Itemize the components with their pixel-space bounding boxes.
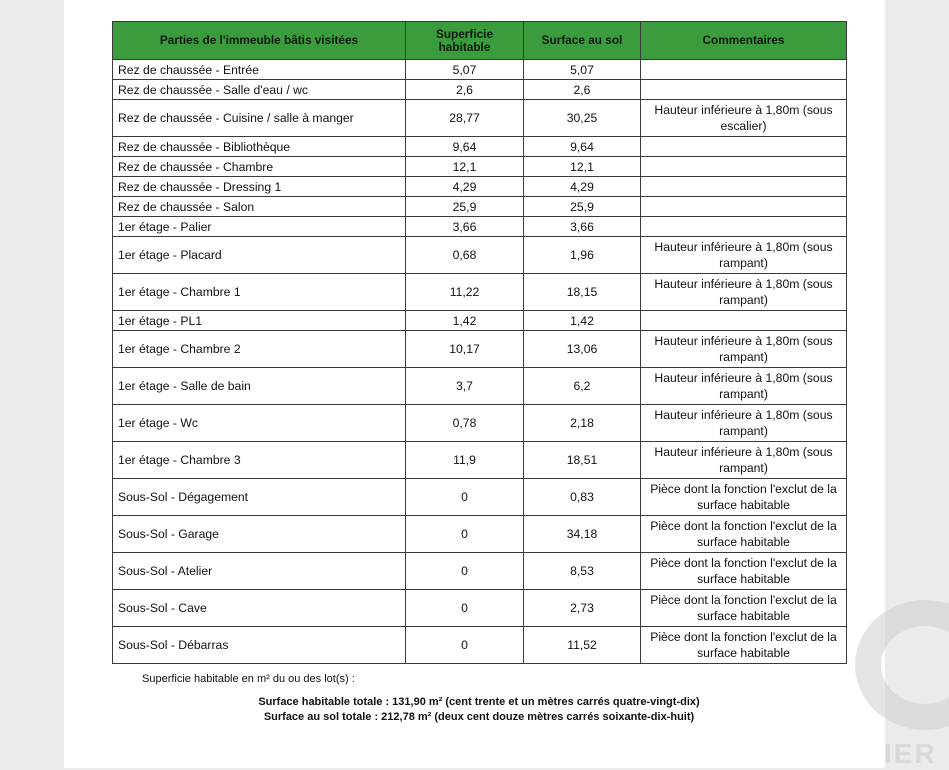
cell-superficie-habitable: 1,42 bbox=[406, 311, 524, 331]
cell-part: Sous-Sol - Atelier bbox=[113, 553, 406, 590]
total-sol: Surface au sol totale : 212,78 m² (deux cent douze mètres carrés soixante-dix-huit) bbox=[263, 711, 695, 723]
cell-part: 1er étage - Salle de bain bbox=[113, 368, 406, 405]
cell-surface-sol: 0,83 bbox=[524, 479, 641, 516]
table-row bbox=[113, 274, 847, 311]
table-row bbox=[113, 553, 847, 590]
cell-superficie-habitable: 2,6 bbox=[406, 80, 524, 100]
table-row bbox=[113, 311, 847, 331]
cell-commentaire: Pièce dont la fonction l'exclut de la surface habitable bbox=[641, 479, 847, 516]
cell-superficie-habitable: 3,7 bbox=[406, 368, 524, 405]
cell-part: 1er étage - Placard bbox=[113, 237, 406, 274]
surface-table bbox=[112, 21, 847, 664]
footer-note: Superficie habitable en m² du ou des lot(s) : bbox=[142, 673, 355, 685]
cell-commentaire: Hauteur inférieure à 1,80m (sous rampant) bbox=[641, 274, 847, 311]
cell-part: Rez de chaussée - Chambre bbox=[113, 157, 406, 177]
cell-commentaire: Pièce dont la fonction l'exclut de la surface habitable bbox=[641, 516, 847, 553]
cell-commentaire: Hauteur inférieure à 1,80m (sous rampant) bbox=[641, 405, 847, 442]
cell-commentaire: Pièce dont la fonction l'exclut de la surface habitable bbox=[641, 590, 847, 627]
cell-part: Rez de chaussée - Bibliothèque bbox=[113, 137, 406, 157]
table-header-row bbox=[113, 22, 847, 60]
table-row bbox=[113, 590, 847, 627]
cell-part: Sous-Sol - Garage bbox=[113, 516, 406, 553]
cell-part: Sous-Sol - Cave bbox=[113, 590, 406, 627]
cell-surface-sol: 3,66 bbox=[524, 217, 641, 237]
cell-superficie-habitable: 3,66 bbox=[406, 217, 524, 237]
cell-commentaire bbox=[641, 60, 847, 80]
cell-surface-sol: 13,06 bbox=[524, 331, 641, 368]
cell-superficie-habitable: 4,29 bbox=[406, 177, 524, 197]
cell-superficie-habitable: 10,17 bbox=[406, 331, 524, 368]
table-row bbox=[113, 100, 847, 137]
cell-commentaire bbox=[641, 311, 847, 331]
cell-surface-sol: 9,64 bbox=[524, 137, 641, 157]
cell-part: Sous-Sol - Dégagement bbox=[113, 479, 406, 516]
watermark-text: IER bbox=[884, 738, 937, 769]
table-row bbox=[113, 516, 847, 553]
cell-part: Sous-Sol - Débarras bbox=[113, 627, 406, 664]
table-row bbox=[113, 157, 847, 177]
cell-surface-sol: 18,15 bbox=[524, 274, 641, 311]
table-row bbox=[113, 368, 847, 405]
cell-commentaire bbox=[641, 80, 847, 100]
cell-superficie-habitable: 5,07 bbox=[406, 60, 524, 80]
cell-commentaire bbox=[641, 197, 847, 217]
cell-commentaire: Hauteur inférieure à 1,80m (sous rampant) bbox=[641, 237, 847, 274]
cell-superficie-habitable: 0,78 bbox=[406, 405, 524, 442]
cell-superficie-habitable: 9,64 bbox=[406, 137, 524, 157]
table-row bbox=[113, 80, 847, 100]
table-row bbox=[113, 237, 847, 274]
cell-superficie-habitable: 0,68 bbox=[406, 237, 524, 274]
cell-commentaire: Hauteur inférieure à 1,80m (sous escalier) bbox=[641, 100, 847, 137]
cell-part: Rez de chaussée - Entrée bbox=[113, 60, 406, 80]
cell-commentaire bbox=[641, 177, 847, 197]
cell-commentaire bbox=[641, 137, 847, 157]
cell-superficie-habitable: 28,77 bbox=[406, 100, 524, 137]
table-row bbox=[113, 137, 847, 157]
cell-superficie-habitable: 0 bbox=[406, 590, 524, 627]
cell-surface-sol: 12,1 bbox=[524, 157, 641, 177]
total-habitable: Surface habitable totale : 131,90 m² (cent trente et un mètres carrés quatre-vingt-dix) bbox=[258, 696, 700, 708]
cell-part: 1er étage - Palier bbox=[113, 217, 406, 237]
table-row bbox=[113, 197, 847, 217]
cell-surface-sol: 2,73 bbox=[524, 590, 641, 627]
cell-surface-sol: 1,42 bbox=[524, 311, 641, 331]
cell-surface-sol: 8,53 bbox=[524, 553, 641, 590]
cell-surface-sol: 2,6 bbox=[524, 80, 641, 100]
cell-part: Rez de chaussée - Dressing 1 bbox=[113, 177, 406, 197]
cell-surface-sol: 1,96 bbox=[524, 237, 641, 274]
cell-part: Rez de chaussée - Cuisine / salle à manger bbox=[113, 100, 406, 137]
cell-surface-sol: 6,2 bbox=[524, 368, 641, 405]
cell-superficie-habitable: 0 bbox=[406, 479, 524, 516]
table-row bbox=[113, 60, 847, 80]
cell-commentaire bbox=[641, 157, 847, 177]
cell-superficie-habitable: 11,9 bbox=[406, 442, 524, 479]
table-row bbox=[113, 479, 847, 516]
table-row bbox=[113, 331, 847, 368]
cell-superficie-habitable: 11,22 bbox=[406, 274, 524, 311]
cell-part: 1er étage - Chambre 3 bbox=[113, 442, 406, 479]
header-superficie-habitable: Superficie habitable bbox=[406, 22, 524, 60]
cell-surface-sol: 5,07 bbox=[524, 60, 641, 80]
cell-commentaire: Pièce dont la fonction l'exclut de la surface habitable bbox=[641, 627, 847, 664]
cell-part: 1er étage - Wc bbox=[113, 405, 406, 442]
header-surface-sol: Surface au sol bbox=[524, 22, 641, 60]
cell-surface-sol: 11,52 bbox=[524, 627, 641, 664]
cell-commentaire: Hauteur inférieure à 1,80m (sous rampant) bbox=[641, 368, 847, 405]
cell-surface-sol: 2,18 bbox=[524, 405, 641, 442]
table-row bbox=[113, 442, 847, 479]
header-commentaires: Commentaires bbox=[641, 22, 847, 60]
cell-surface-sol: 25,9 bbox=[524, 197, 641, 217]
table-row bbox=[113, 217, 847, 237]
cell-surface-sol: 34,18 bbox=[524, 516, 641, 553]
cell-commentaire bbox=[641, 217, 847, 237]
cell-part: Rez de chaussée - Salle d'eau / wc bbox=[113, 80, 406, 100]
cell-part: Rez de chaussée - Salon bbox=[113, 197, 406, 217]
cell-commentaire: Hauteur inférieure à 1,80m (sous rampant) bbox=[641, 331, 847, 368]
cell-part: 1er étage - Chambre 2 bbox=[113, 331, 406, 368]
cell-commentaire: Hauteur inférieure à 1,80m (sous rampant) bbox=[641, 442, 847, 479]
cell-commentaire: Pièce dont la fonction l'exclut de la surface habitable bbox=[641, 553, 847, 590]
cell-superficie-habitable: 0 bbox=[406, 516, 524, 553]
table-row bbox=[113, 177, 847, 197]
cell-superficie-habitable: 12,1 bbox=[406, 157, 524, 177]
header-parties: Parties de l'immeuble bâtis visitées bbox=[113, 22, 406, 60]
cell-superficie-habitable: 0 bbox=[406, 553, 524, 590]
table-row bbox=[113, 405, 847, 442]
table-row bbox=[113, 627, 847, 664]
cell-surface-sol: 4,29 bbox=[524, 177, 641, 197]
cell-part: 1er étage - Chambre 1 bbox=[113, 274, 406, 311]
cell-surface-sol: 18,51 bbox=[524, 442, 641, 479]
cell-superficie-habitable: 25,9 bbox=[406, 197, 524, 217]
cell-surface-sol: 30,25 bbox=[524, 100, 641, 137]
cell-superficie-habitable: 0 bbox=[406, 627, 524, 664]
cell-part: 1er étage - PL1 bbox=[113, 311, 406, 331]
